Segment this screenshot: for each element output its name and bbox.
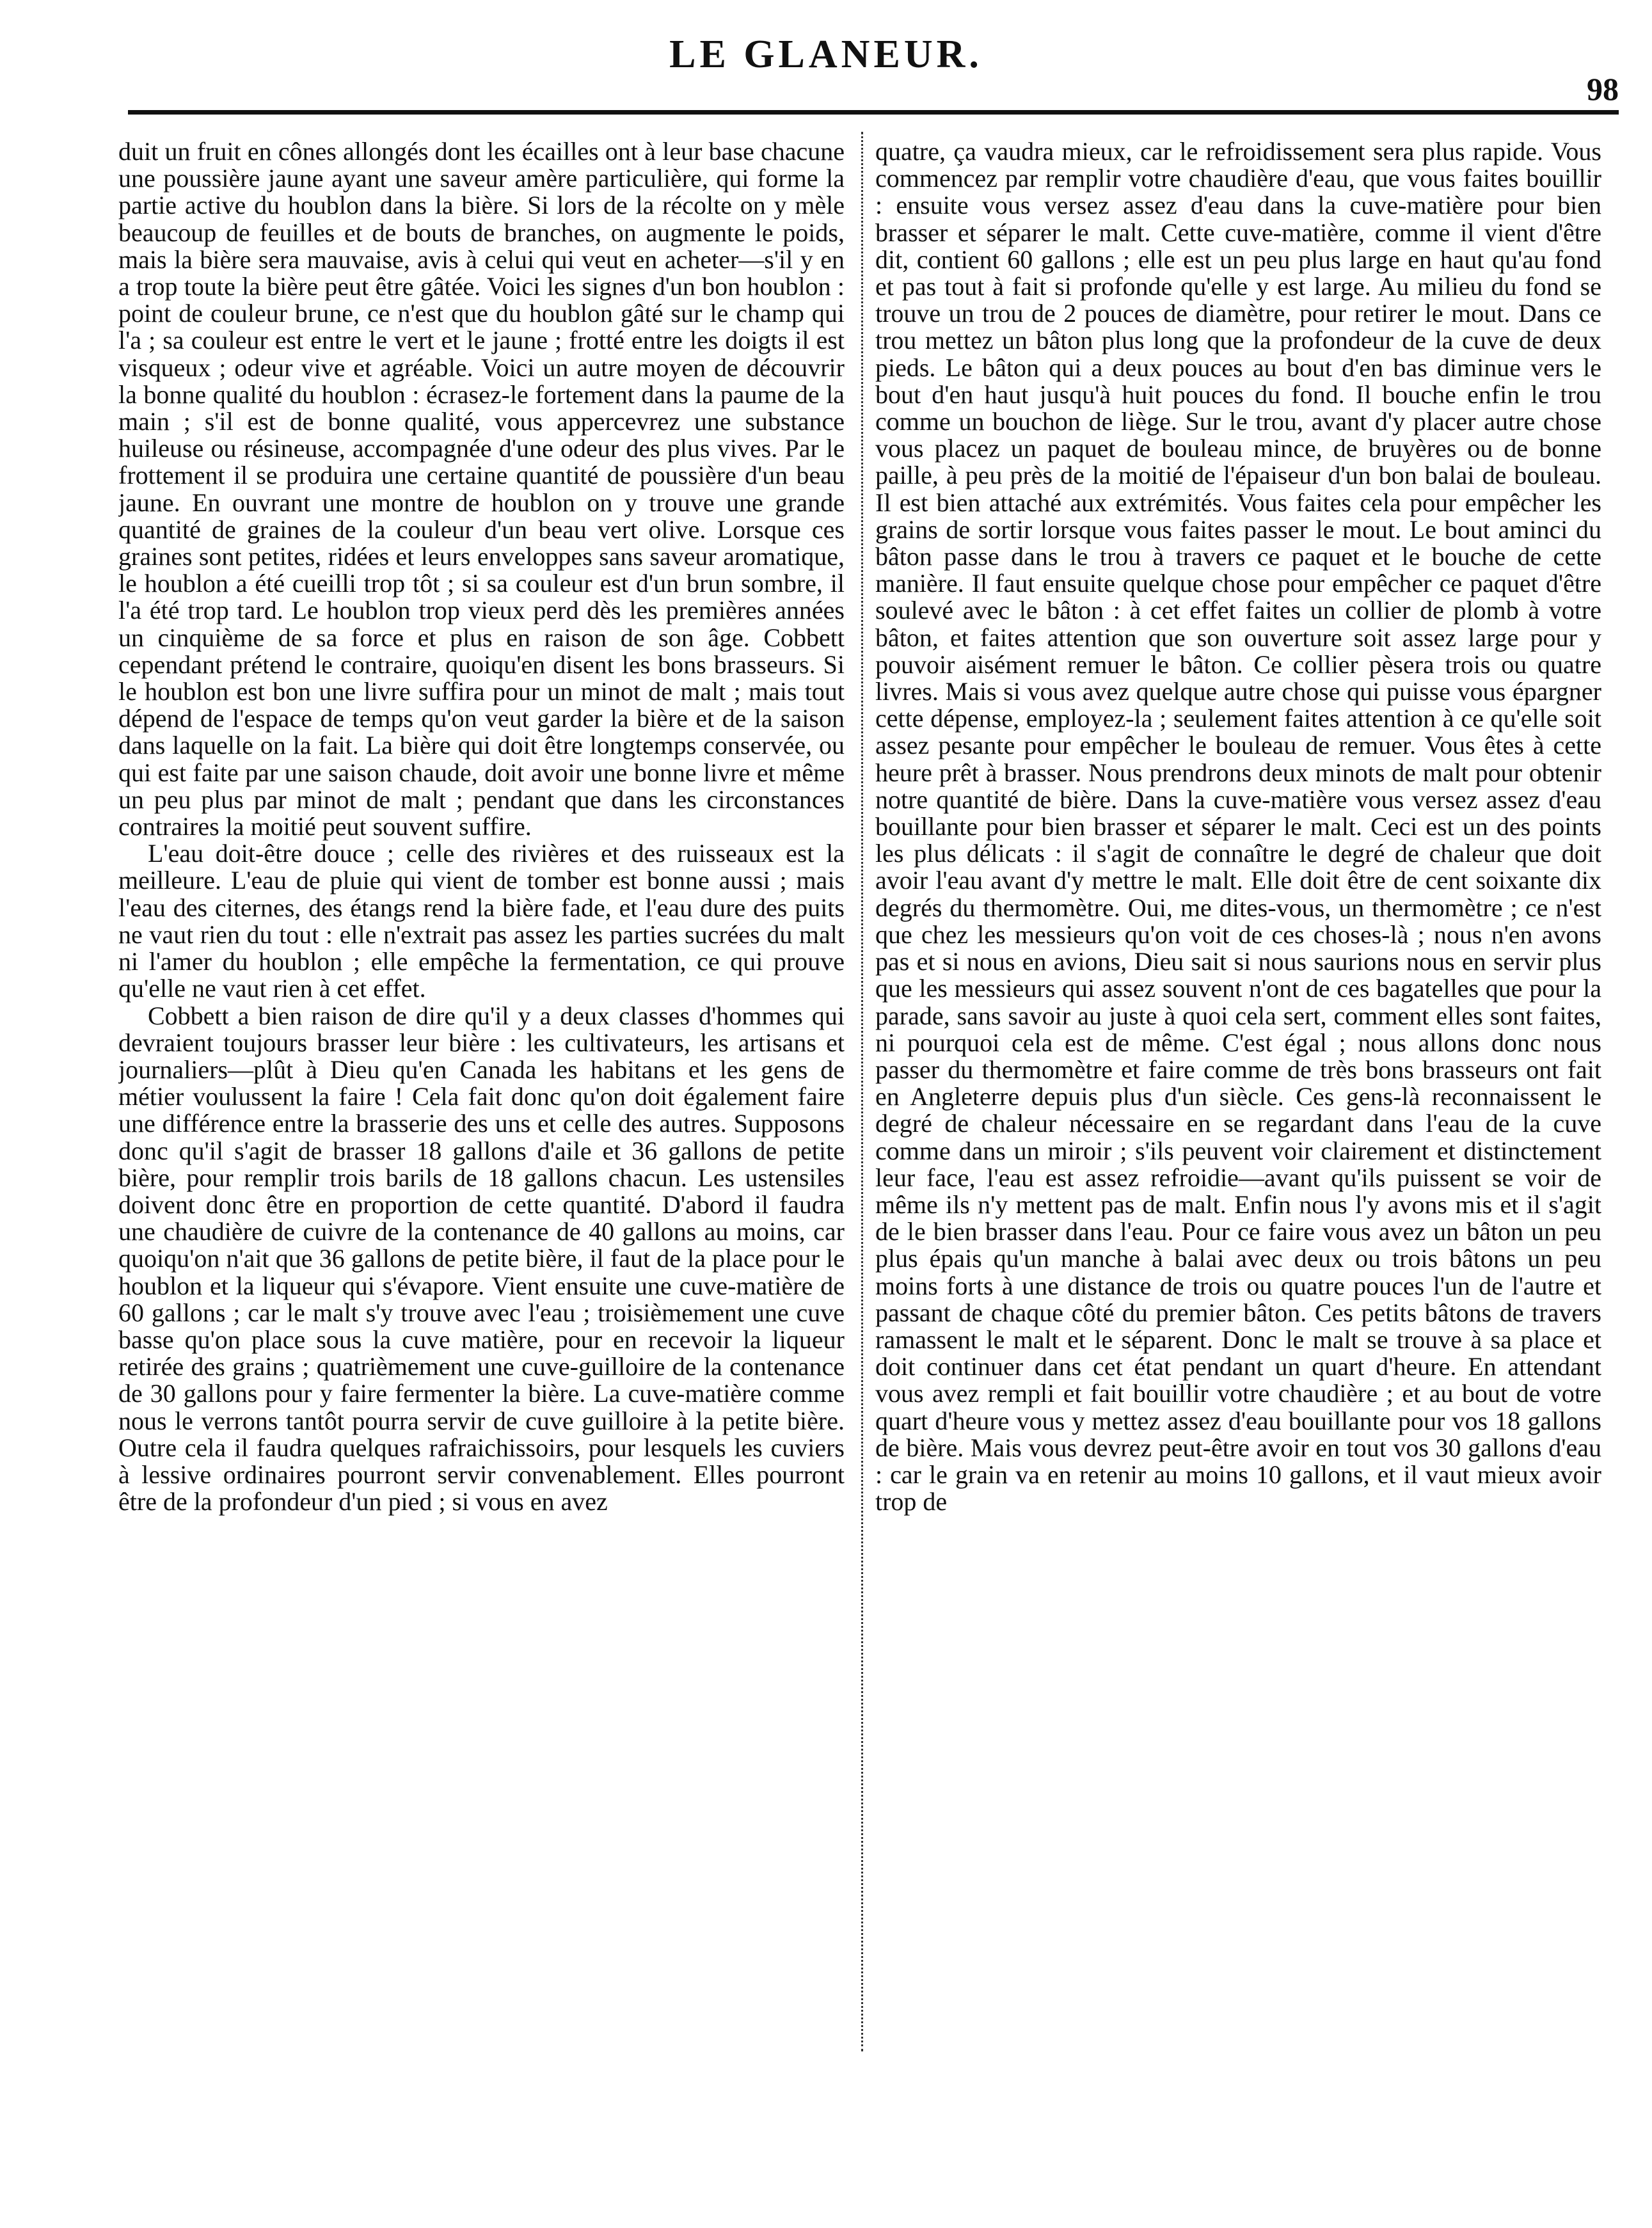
paragraph: L'eau doit-être douce ; celle des rivières et des ruisseaux est la meilleure. L'eau de pluie qui vient de tomber est bonne aussi ; mais l'eau des citernes, des étangs rend la bière fade, et l'eau dure des puits ne vaut rien du tout : elle n'extrait pas assez les parties sucrées du malt ni l'amer du houblon ; elle empêche la fermentation, ce qui prouve qu'elle ne vaut rien à cet effet. [118, 839, 845, 1003]
column-divider [861, 132, 863, 2051]
page-number: 98 [1587, 71, 1619, 107]
page-title: LE GLANEUR. [669, 33, 983, 76]
header-rule [128, 110, 1619, 115]
left-column [118, 138, 845, 2058]
paragraph: Cobbett a bien raison de dire qu'il y a deux classes d'hommes qui devraient toujours brasser leur bière : les cultivateurs, les artisans et journaliers—plût à Dieu qu'en Canada les habitans et les gens de métier voulussent la faire ! Cela fait donc qu'on doit également faire une différence entre la brasserie des uns et celle des autres. Supposons donc qu'il s'agit de brasser 18 gallons d'aile et 36 gallons de petite bière, pour remplir trois barils de 18 gallons chacun. Les ustensiles doivent donc être en proportion de cette quantité. D'abord il faudra une chaudière de cuivre de la contenance de 40 gallons au moins, car quoiqu'on n'ait que 36 gallons de petite bière, il faut de la place pour le houblon et la liqueur qui s'évapore. Vient ensuite une cuve-matière de 60 gallons ; car le malt s'y trouve avec l'eau ; troisièmement une cuve basse qu'on place sous la cuve matière, pour en recevoir la liqueur retirée des grains ; quatrièmement une cuve-guilloire de la contenance de 30 gallons pour y faire fermenter la bière. La cuve-matière comme nous le verrons tantôt pourra servir de cuve guilloire à la petite bière. Outre cela il faudra quelques rafraichissoirs, pour lesquels les cuviers à lessive ordinaires pourront servir convenablement. Elles pourront être de la profondeur d'un pied ; si vous en avez [118, 1001, 845, 1516]
right-column [875, 138, 1601, 2058]
paragraph: duit un fruit en cônes allongés dont les écailles ont à leur base chacune une poussière jaune ayant une saveur amère particulière, qui forme la partie active du houblon dans la bière. Si lors de la récolte on y mèle beaucoup de feuilles et de bouts de branches, on augmente le poids, mais la bière sera mauvaise, avis à celui qui veut en acheter—s'il y en a trop toute la bière peut être gâtée. Voici les signes d'un bon houblon : point de couleur brune, ce n'est que du houblon gâté sur le champ qui l'a ; sa couleur est entre le vert et le jaune ; frotté entre les doigts il est visqueux ; odeur vive et agréable. Voici un autre moyen de découvrir la bonne qualité du houblon : écrasez-le fortement dans la paume de la main ; s'il est de bonne qualité, vous appercevrez une substance huileuse ou résineuse, accompagnée d'une odeur des plus vives. Par le frottement il se produira une certaine quantité de poussière d'un beau jaune. En ouvrant une montre de houblon on y trouve une grande quantité de graines de la couleur d'un beau vert olive. Lorsque ces graines sont petites, ridées et leurs enveloppes sans saveur aromatique, le houblon a été cueilli trop tôt ; si sa couleur est d'un brun sombre, il l'a été trop tard. Le houblon trop vieux perd dès les premières années un cinquième de sa force et plus en raison de son âge. Cobbett cependant prétend le contraire, quoiqu'en disent les bons brasseurs. Si le houblon est bon une livre suffira pour un minot de malt ; mais tout dépend de l'espace de temps qu'on veut garder la bière et de la saison dans laquelle on la fait. La bière qui doit être longtemps conservée, ou qui est faite par une saison chaude, doit avoir une bonne livre et même un peu plus par minot de malt ; pendant que dans les circonstances contraires la moitié peut souvent suffire. [118, 138, 845, 841]
paragraph: quatre, ça vaudra mieux, car le refroidissement sera plus rapide. Vous commencez par remplir votre chaudière d'eau, que vous faites bouillir : ensuite vous versez assez d'eau dans la cuve-matière pour bien brasser et séparer le malt. Cette cuve-matière, comme il vient d'être dit, contient 60 gallons ; elle est un peu plus large en haut qu'au fond et pas tout à fait si profonde qu'elle y est large. Au milieu du fond se trouve un trou de 2 pouces de diamètre, pour retirer le mout. Dans ce trou mettez un bâton plus long que la profondeur de la cuve de deux pieds. Le bâton qui a deux pouces au bout d'en bas diminue vers le bout d'en haut jusqu'à huit pouces du fond. Il bouche enfin le trou comme un bouchon de liège. Sur le trou, avant d'y placer autre chose vous placez un paquet de bouleau mince, de bruyères ou de bonne paille, à peu près de la moitié de l'épaiseur d'un bon balai de bouleau. Il est bien attaché aux extrémités. Vous faites cela pour empêcher les grains de sortir lorsque vous faites passer le mout. Le bout aminci du bâton passe dans le trou à travers ce paquet et le bouche de cette manière. Il faut ensuite quelque chose pour empêcher ce paquet d'être soulevé avec le bâton : à cet effet faites un collier de plomb à votre bâton, et faites attention que son ouverture soit assez large pour y pouvoir aisément remuer le bâton. Ce collier pèsera trois ou quatre livres. Mais si vous avez quelque autre chose qui puisse vous épargner cette dépense, employez-la ; seulement faites attention à ce qu'elle soit assez pesante pour empêcher le bouleau de remuer. Vous êtes à cette heure prêt à brasser. Nous prendrons deux minots de malt pour obtenir notre quantité de bière. Dans la cuve-matière vous versez assez d'eau bouillante pour bien brasser et séparer le malt. Ceci est un des points les plus délicats : il s'agit de connaître le degré de chaleur que doit avoir l'eau avant d'y mettre le malt. Elle doit être de cent soixante dix degrés du thermomètre. Oui, me dites-vous, un thermomètre ; ce n'est que chez les messieurs qu'on voit de ces choses-là ; nous n'en avons pas et si nous en avions, Dieu sait si nous saurions nous en servir plus que les messieurs qui assez souvent n'ont de ces bagatelles que pour la parade, sans savoir au juste à quoi cela sert, comment elles sont faites, ni pourquoi cela est de même. C'est égal ; nous allons donc nous passer du thermomètre et faire comme de très bons brasseurs ont fait en Angleterre depuis plus d'un siècle. Ces gens-là reconnaissent le degré de chaleur nécessaire en se regardant dans l'eau de la cuve comme dans un miroir ; s'ils peuvent voir clairement et distinctement leur face, l'eau est assez refroidie—avant qu'ils puissent se voir de même ils n'y mettent pas de malt. Enfin nous l'y avons mis et il s'agit de le bien brasser dans l'eau. Pour ce faire vous avez un bâton un peu plus épais qu'un manche à balai avec deux ou trois bâtons un peu moins forts à une distance de trois ou quatre pouces l'un de l'autre et passant de chaque côté du premier bâton. Ces petits bâtons de travers ramassent le malt et le séparent. Donc le malt se trouve à sa place et doit continuer dans cet état pendant un quart d'heure. En attendant vous avez rempli et fait bouillir votre chaudière ; et au bout de votre quart d'heure vous y mettez assez d'eau bouillante pour vos 18 gallons de bière. Mais vous devrez peut-être avoir en tout vos 30 gallons d'eau : car le grain va en retenir au moins 10 gallons, et il vaut mieux avoir trop de [875, 138, 1601, 1516]
